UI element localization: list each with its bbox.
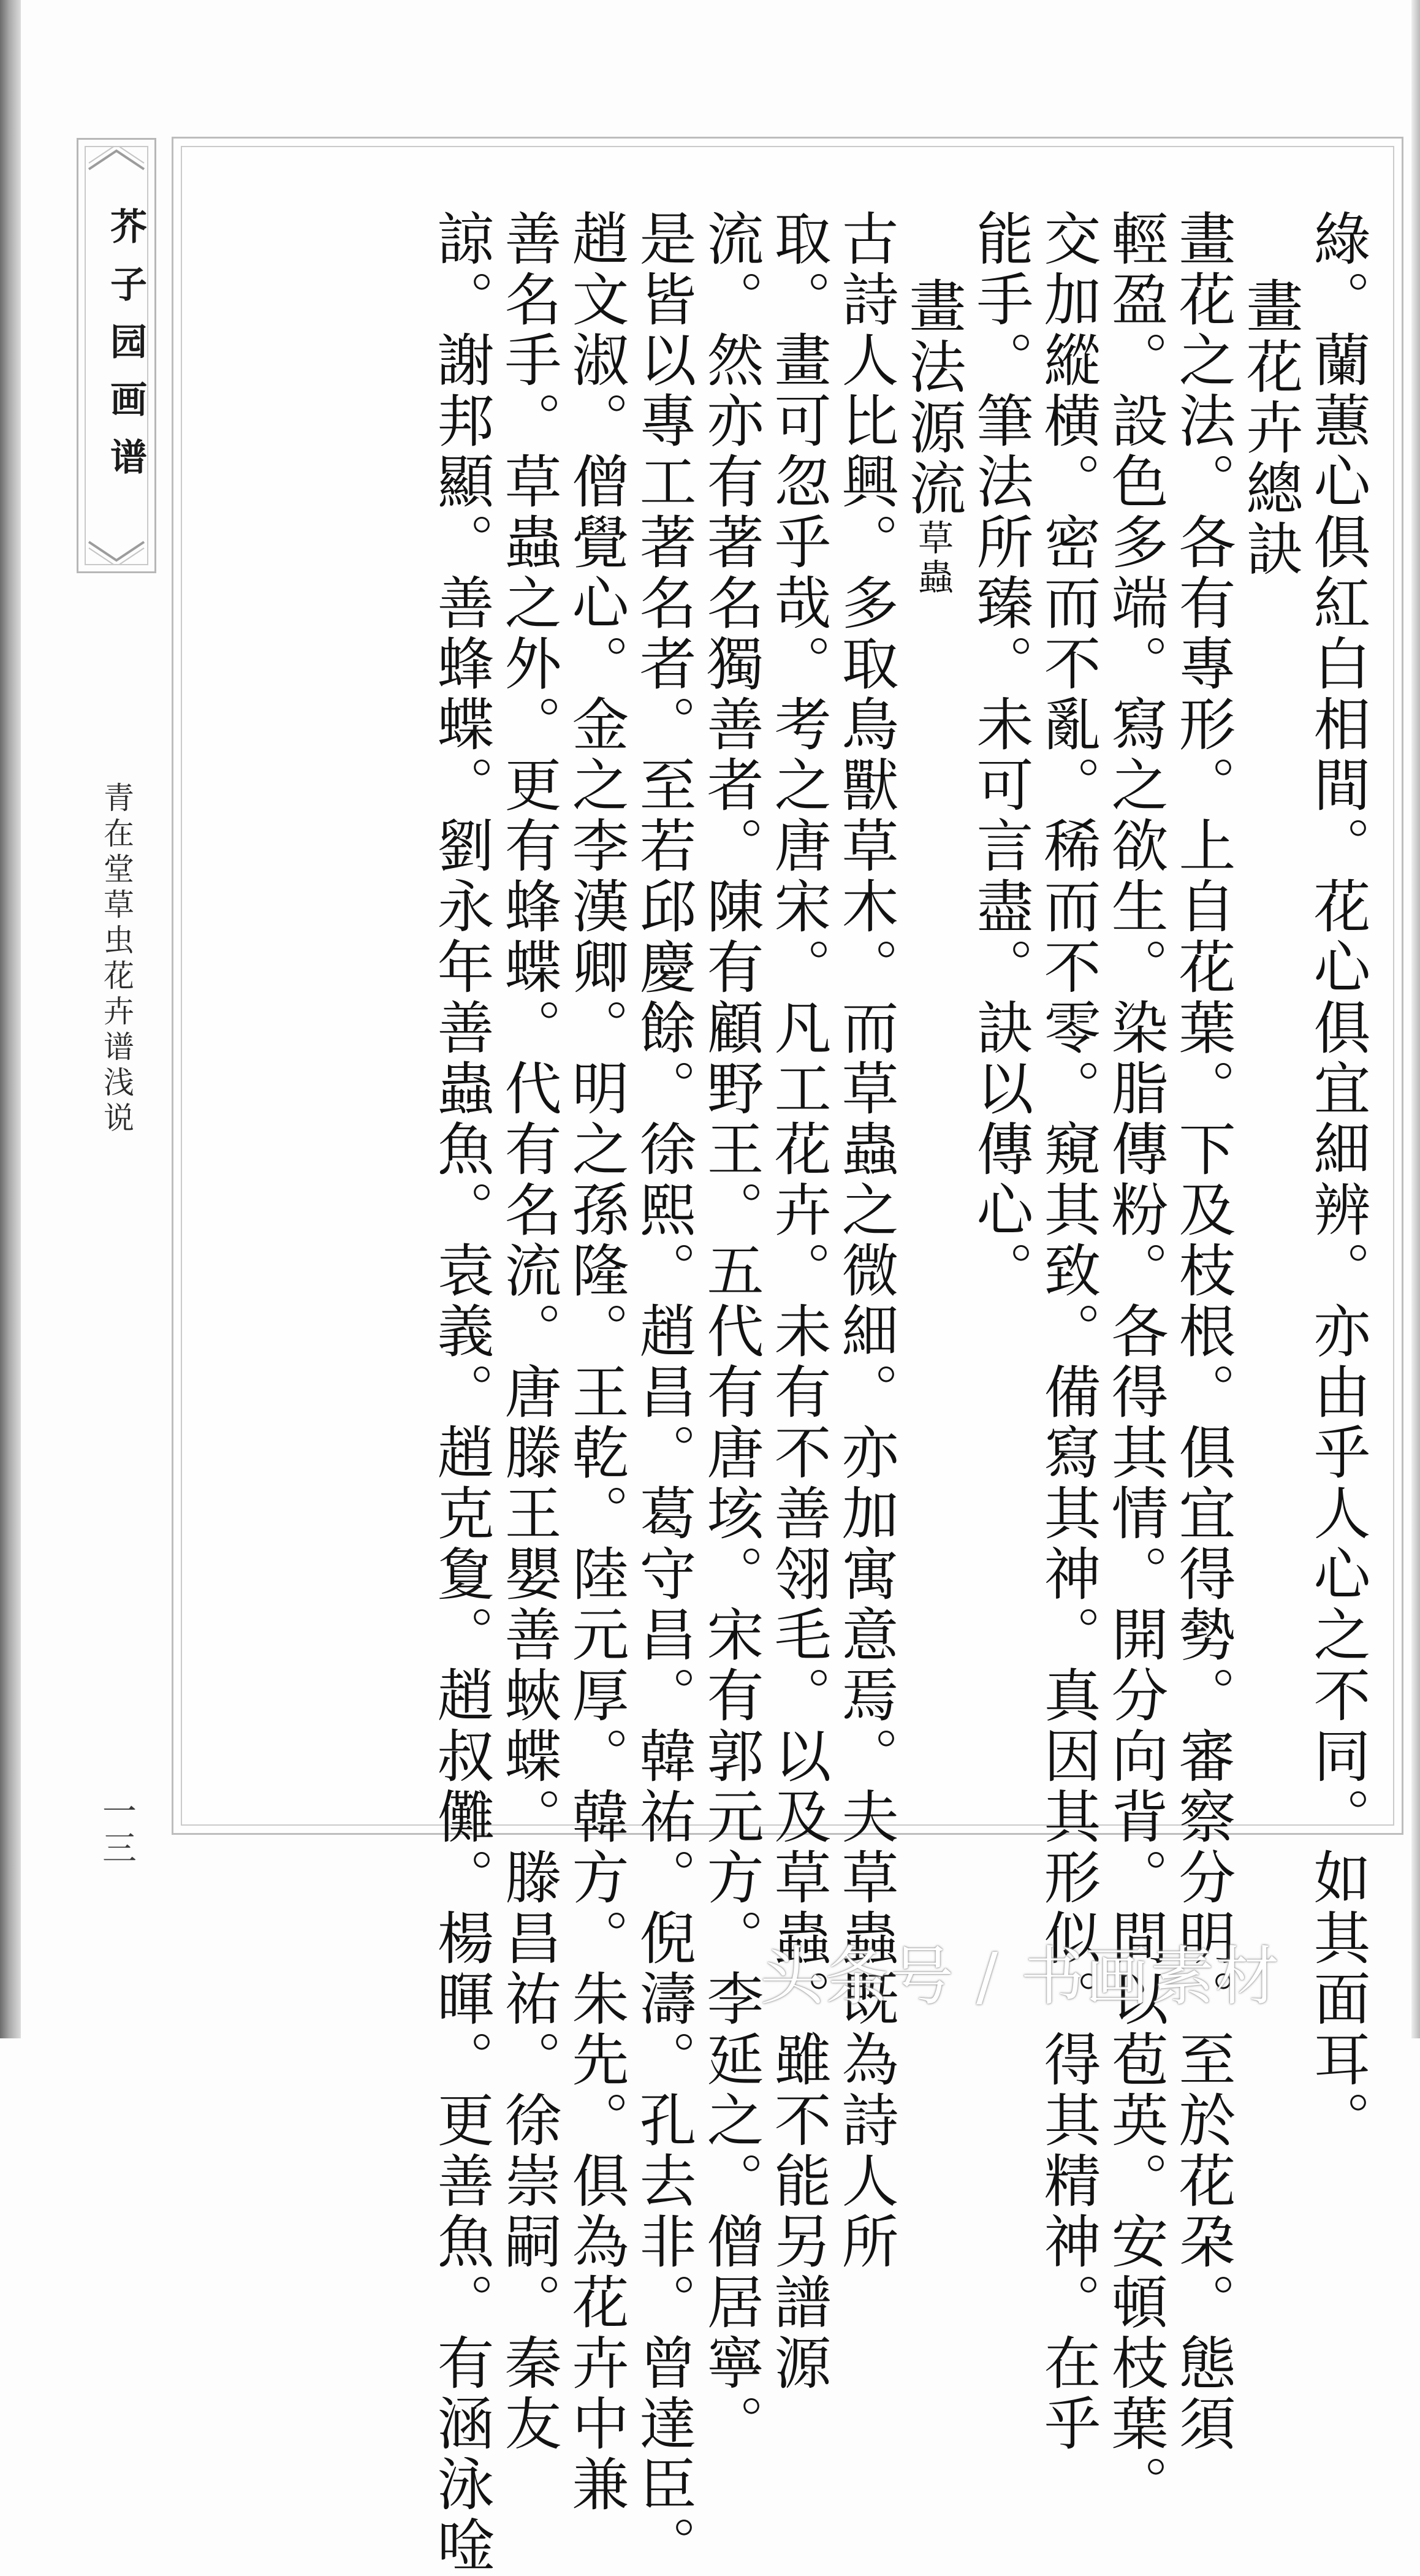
text-column: 是皆以專工著名者。至若邱慶餘。徐熙。趙昌。葛守昌。韓祐。倪濤。孔去非。曾達臣。	[630, 209, 696, 2576]
chevron-down-icon	[86, 539, 147, 564]
text-column: 流。然亦有著名獨善者。陳有顧野王。五代有唐垓。宋有郭元方。李延之。僧居寧。	[697, 209, 764, 2455]
chevron-up-icon	[86, 147, 147, 172]
section-heading	[900, 276, 966, 1870]
text-column: 畫花之法。各有專形。上自花葉。下及枝根。俱宜得勢。審察分明。至於花朶。態須	[1169, 209, 1236, 2455]
side-tab	[77, 138, 156, 2011]
watermark: 头条号 / 书画素材	[760, 1939, 1281, 2014]
text-column: 交加縱横。密而不亂。稀而不零。窺其致。備寫其神。真因其形似。得其精神。在乎	[1035, 209, 1101, 2455]
heading-note: 草蟲	[912, 519, 954, 598]
text-column: 趙文淑。僧覺心。金之李漢卿。明之孫隆。王乾。陸元厚。韓方。朱先。俱為花卉中兼	[563, 209, 629, 2515]
book-subtitle: 青在堂草虫花卉谱浅说	[99, 782, 134, 1137]
text-column: 取。畫可忽乎哉。考之唐宋。凡工花卉。未有不善翎毛。以及草蟲。雖不能另譜源	[765, 209, 831, 2394]
text-column: 能手。筆法所臻。未可言盡。訣以傳心。	[967, 209, 1033, 1301]
text-column: 善名手。草蟲之外。更有蜂蝶。代有名流。唐滕王嬰善蛺蝶。滕昌祐。徐崇嗣。秦友	[495, 209, 561, 2455]
section-heading: 畫花卉總訣	[1237, 276, 1303, 580]
text-column: 綠。蘭蕙心俱紅白相間。花心俱宜細辨。亦由乎人心之不同。如其面耳。	[1304, 209, 1370, 2151]
heading-text: 畫法源流	[900, 276, 966, 519]
book-title: 芥子园画谱	[104, 207, 147, 495]
text-column: 諒。謝邦顯。善蜂蝶。劉永年善蟲魚。袁義。趙克夐。趙叔儺。楊暉。更善魚。有涵泳唫	[428, 209, 494, 2576]
page-edge	[1411, 0, 1420, 2038]
text-column: 古詩人比興。多取鳥獸草木。而草蟲之微細。亦加寓意焉。夫草蟲既為詩人所	[832, 209, 898, 2273]
page-number: 一三	[97, 1793, 137, 1867]
binding-shadow	[0, 0, 21, 2038]
text-column: 輕盈。設色多端。寫之欲生。染脂傳粉。各得其情。開分向背。間以苞英。安頓枝葉。	[1102, 209, 1168, 2515]
side-tab-frame	[77, 138, 156, 573]
